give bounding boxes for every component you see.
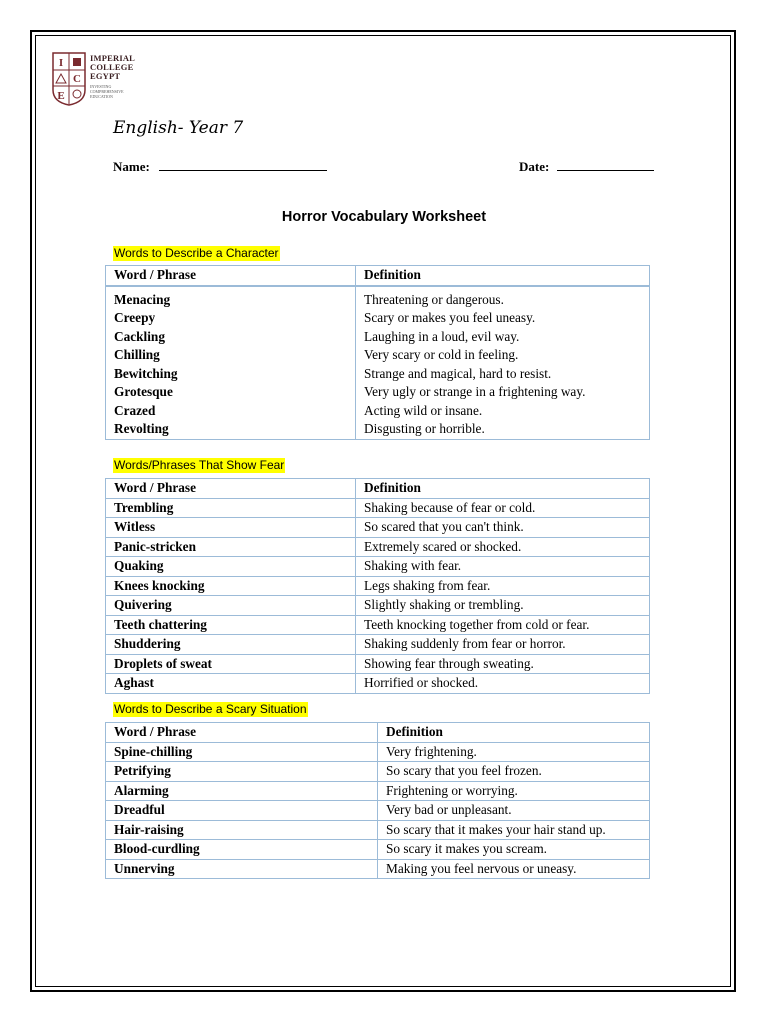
vocab-definition: So scary that it makes your hair stand up. (378, 820, 650, 840)
date-label: Date: (519, 159, 550, 174)
table-row (106, 820, 650, 840)
table-row (106, 840, 650, 860)
vocab-word: Spine-chilling (106, 742, 378, 762)
vocab-definition: Making you feel nervous or uneasy. (378, 859, 650, 879)
vocab-definition: Laughing in a loud, evil way. (356, 328, 650, 347)
vocab-definition: Threatening or dangerous. (356, 291, 650, 310)
vocab-word: Grotesque (106, 383, 356, 402)
school-name: IMPERIAL COLLEGE EGYPT (90, 53, 136, 81)
table-row (106, 762, 650, 782)
vocab-word: Petrifying (106, 762, 378, 782)
column-header-definition: Definition (356, 479, 650, 499)
vocab-definition: Very bad or unpleasant. (378, 801, 650, 821)
vocab-word: Alarming (106, 781, 378, 801)
vocab-word: Quaking (106, 557, 356, 577)
svg-text:E: E (57, 90, 65, 102)
crest-icon (52, 52, 86, 106)
name-field[interactable] (113, 159, 327, 175)
vocab-table-situation (105, 722, 650, 879)
table-row (106, 615, 650, 635)
vocab-word: Hair-raising (106, 820, 378, 840)
vocab-definition: Frightening or worrying. (378, 781, 650, 801)
table-row (106, 518, 650, 538)
vocab-definition: Teeth knocking together from cold or fear. (356, 615, 650, 635)
vocab-definition: Disgusting or horrible. (356, 420, 650, 439)
vocab-definition: Very ugly or strange in a frightening way. (356, 383, 650, 402)
vocab-table-character (105, 265, 650, 440)
vocab-definition: So scary that you feel frozen. (378, 762, 650, 782)
section-title-fear: Words/Phrases That Show Fear (114, 458, 285, 472)
column-header-word: Word / Phrase (106, 723, 378, 743)
vocab-definition: Strange and magical, hard to resist. (356, 365, 650, 384)
vocab-word: Blood-curdling (106, 840, 378, 860)
vocab-definition: Shaking suddenly from fear or horror. (356, 635, 650, 655)
vocab-word: Shuddering (106, 635, 356, 655)
vocab-definition: Shaking with fear. (356, 557, 650, 577)
column-header-definition: Definition (378, 723, 650, 743)
table-row (106, 801, 650, 821)
vocab-word: Trembling (106, 498, 356, 518)
table-row (106, 742, 650, 762)
name-label: Name: (113, 159, 150, 174)
column-header-definition: Definition (356, 266, 650, 286)
section-title-situation: Words to Describe a Scary Situation (114, 702, 307, 716)
date-blank-line[interactable] (557, 160, 654, 171)
vocab-definition: Extremely scared or shocked. (356, 537, 650, 557)
vocab-word: Droplets of sweat (106, 654, 356, 674)
school-logo (52, 52, 162, 108)
vocab-definition: Scary or makes you feel uneasy. (356, 309, 650, 328)
vocab-word: Creepy (106, 309, 356, 328)
svg-text:C: C (73, 73, 81, 85)
table-row (106, 576, 650, 596)
vocab-word: Unnerving (106, 859, 378, 879)
svg-text:I: I (58, 57, 64, 69)
table-row (106, 328, 650, 347)
vocab-word: Revolting (106, 420, 356, 439)
table-row (106, 402, 650, 421)
table-row (106, 498, 650, 518)
subject-heading: English- Year 7 (113, 118, 244, 138)
vocab-definition: Very scary or cold in feeling. (356, 346, 650, 365)
table-row (106, 383, 650, 402)
table-row (106, 596, 650, 616)
column-header-word: Word / Phrase (106, 479, 356, 499)
vocab-definition: Very frightening. (378, 742, 650, 762)
vocab-word: Dreadful (106, 801, 378, 821)
vocab-definition: Horrified or shocked. (356, 674, 650, 694)
column-header-word: Word / Phrase (106, 266, 356, 286)
table-row (106, 674, 650, 694)
table-row (106, 420, 650, 439)
vocab-definition: Acting wild or insane. (356, 402, 650, 421)
vocab-word: Crazed (106, 402, 356, 421)
vocab-word: Cackling (106, 328, 356, 347)
vocab-definition: Slightly shaking or trembling. (356, 596, 650, 616)
vocab-word: Knees knocking (106, 576, 356, 596)
table-row (106, 309, 650, 328)
vocab-definition: Showing fear through sweating. (356, 654, 650, 674)
vocab-definition: Shaking because of fear or cold. (356, 498, 650, 518)
vocab-definition: So scared that you can't think. (356, 518, 650, 538)
table-row (106, 859, 650, 879)
vocab-word: Panic-stricken (106, 537, 356, 557)
vocab-word: Bewitching (106, 365, 356, 384)
table-row (106, 557, 650, 577)
vocab-word: Quivering (106, 596, 356, 616)
table-row (106, 654, 650, 674)
worksheet-title: Horror Vocabulary Worksheet (281, 209, 487, 225)
vocab-word: Chilling (106, 346, 356, 365)
table-row (106, 781, 650, 801)
vocab-table-fear (105, 478, 650, 694)
school-tagline: INVESTING COMPREHENSIVE EDUCATION (90, 84, 124, 99)
vocab-definition: So scary it makes you scream. (378, 840, 650, 860)
table-row (106, 635, 650, 655)
table-row (106, 346, 650, 365)
table-row (106, 291, 650, 310)
date-field[interactable] (519, 159, 654, 175)
vocab-definition: Legs shaking from fear. (356, 576, 650, 596)
vocab-word: Teeth chattering (106, 615, 356, 635)
table-row (106, 537, 650, 557)
vocab-word: Menacing (106, 291, 356, 310)
vocab-word: Aghast (106, 674, 356, 694)
table-row (106, 365, 650, 384)
vocab-word: Witless (106, 518, 356, 538)
section-title-character: Words to Describe a Character (114, 246, 279, 260)
name-blank-line[interactable] (159, 160, 327, 171)
